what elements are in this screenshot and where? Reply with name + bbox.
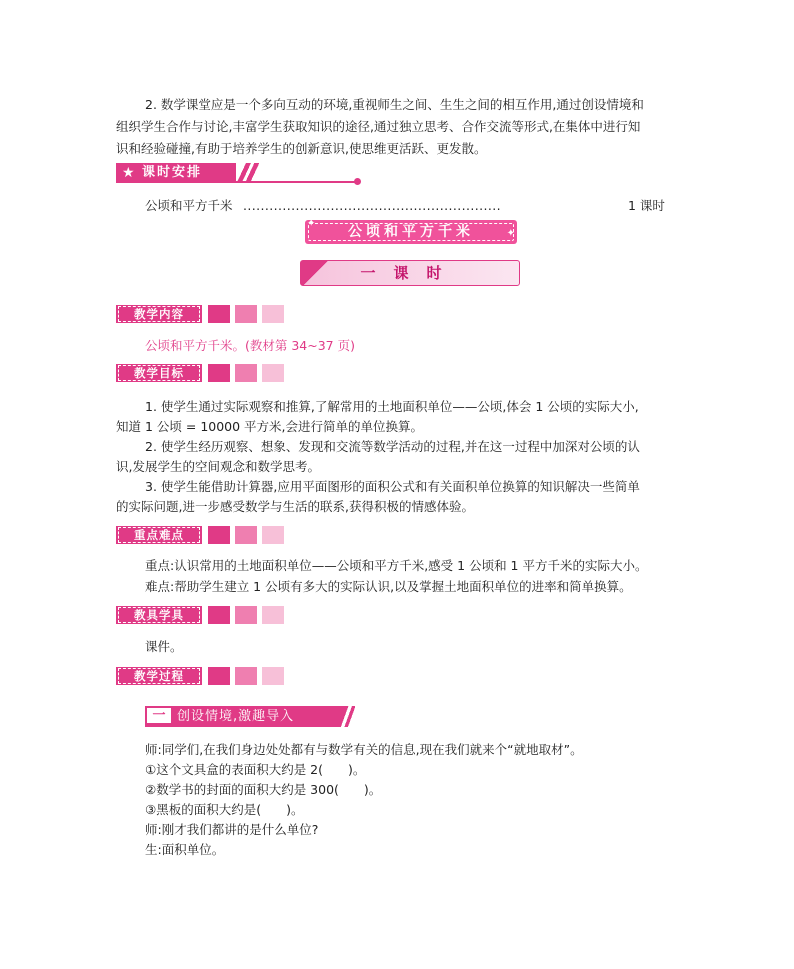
sparkle-icon: ✦: [307, 218, 316, 229]
star-icon: ★: [122, 165, 135, 181]
tag-square: [208, 606, 230, 624]
process-line-4: ③黑板的面积大约是( )。: [145, 802, 304, 817]
content-tag: [116, 305, 202, 323]
tag-square: [262, 305, 284, 323]
keypoint-line-2: 难点:帮助学生建立 1 公顷有多大的实际认识,以及掌握土地面积单位的进率和简单换算。: [145, 579, 632, 594]
stage-header: [145, 706, 355, 727]
goals-tag: [116, 364, 202, 382]
tag-square: [235, 364, 257, 382]
tag-square: [235, 305, 257, 323]
tag-square: [235, 526, 257, 544]
tag-square: [262, 526, 284, 544]
process-tag-label: 教学过程: [118, 668, 200, 684]
keypoints-tag: [116, 526, 202, 544]
process-line-1: 师:同学们,在我们身边处处都有与数学有关的信息,现在我们就来个“就地取材”。: [145, 742, 583, 757]
goal-line-6: 的实际问题,进一步感受数学与生活的联系,获得积极的情感体验。: [116, 499, 474, 514]
header-dot: [354, 178, 361, 185]
process-line-2: ①这个文具盒的表面积大约是 2( )。: [145, 762, 366, 777]
tag-square: [262, 606, 284, 624]
header-underline: [144, 181, 358, 183]
lesson-title: 公顷和平方千米: [308, 223, 514, 241]
goal-line-1: 1. 使学生通过实际观察和推算,了解常用的土地面积单位——公顷,体会 1 公顷的实际大小,: [145, 399, 639, 414]
goal-line-2: 知道 1 公顷 = 10000 平方米,会进行简单的单位换算。: [116, 419, 424, 434]
goal-line-5: 3. 使学生能借助计算器,应用平面图形的面积公式和有关面积单位换算的知识解决一些简单: [145, 479, 640, 494]
tag-square: [208, 667, 230, 685]
tag-square: [235, 606, 257, 624]
stage-number: 一: [147, 708, 171, 723]
stage-slant-decoration: [339, 706, 355, 727]
tag-square: [235, 667, 257, 685]
arrangement-dots: ...........................................................: [243, 198, 502, 213]
goal-line-3: 2. 使学生经历观察、想象、发现和交流等数学活动的过程,并在这一过程中加深对公顷的认: [145, 439, 640, 454]
arrangement-header-label: 课时安排: [142, 165, 203, 180]
tools-text: 课件。: [145, 639, 183, 654]
arrangement-header: [116, 163, 356, 183]
arrangement-item: 公顷和平方千米: [145, 198, 233, 213]
process-tag: [116, 667, 202, 685]
content-tag-label: 教学内容: [118, 306, 200, 322]
tag-square: [262, 667, 284, 685]
tag-square: [208, 364, 230, 382]
tag-square: [208, 526, 230, 544]
arrangement-hours: 1 课时: [628, 198, 665, 213]
process-line-6: 生:面积单位。: [145, 842, 225, 857]
sparkle-icon: ✦: [506, 228, 515, 239]
keypoints-tag-label: 重点难点: [118, 527, 200, 543]
goal-line-4: 识,发展学生的空间观念和数学思考。: [116, 459, 320, 474]
keypoint-line-1: 重点:认识常用的土地面积单位——公顷和平方千米,感受 1 公顷和 1 平方千米的实际大小。: [145, 558, 648, 573]
lesson-period-banner: [300, 260, 520, 286]
tools-tag: [116, 606, 202, 624]
content-text: 公顷和平方千米。(教材第 34~37 页): [145, 338, 355, 353]
intro-line-3: 识和经验碰撞,有助于培养学生的创新意识,使思维更活跃、更发散。: [116, 141, 487, 156]
intro-line-2: 组织学生合作与讨论,丰富学生获取知识的途径,通过独立思考、合作交流等形式,在集体中进行知: [116, 119, 641, 134]
header-slant-decoration: [236, 163, 260, 183]
tag-square: [262, 364, 284, 382]
process-line-3: ②数学书的封面的面积大约是 300( )。: [145, 782, 382, 797]
lesson-title-banner: [305, 220, 517, 244]
intro-line-1: 2. 数学课堂应是一个多向互动的环境,重视师生之间、生生之间的相互作用,通过创设情境和: [145, 97, 644, 112]
tools-tag-label: 教具学具: [118, 607, 200, 623]
process-line-5: 师:刚才我们都讲的是什么单位?: [145, 822, 319, 837]
goals-tag-label: 教学目标: [118, 365, 200, 381]
stage-title: 创设情境,激趣导入: [177, 709, 295, 724]
lesson-period: 一课时: [360, 264, 460, 282]
tag-square: [208, 305, 230, 323]
